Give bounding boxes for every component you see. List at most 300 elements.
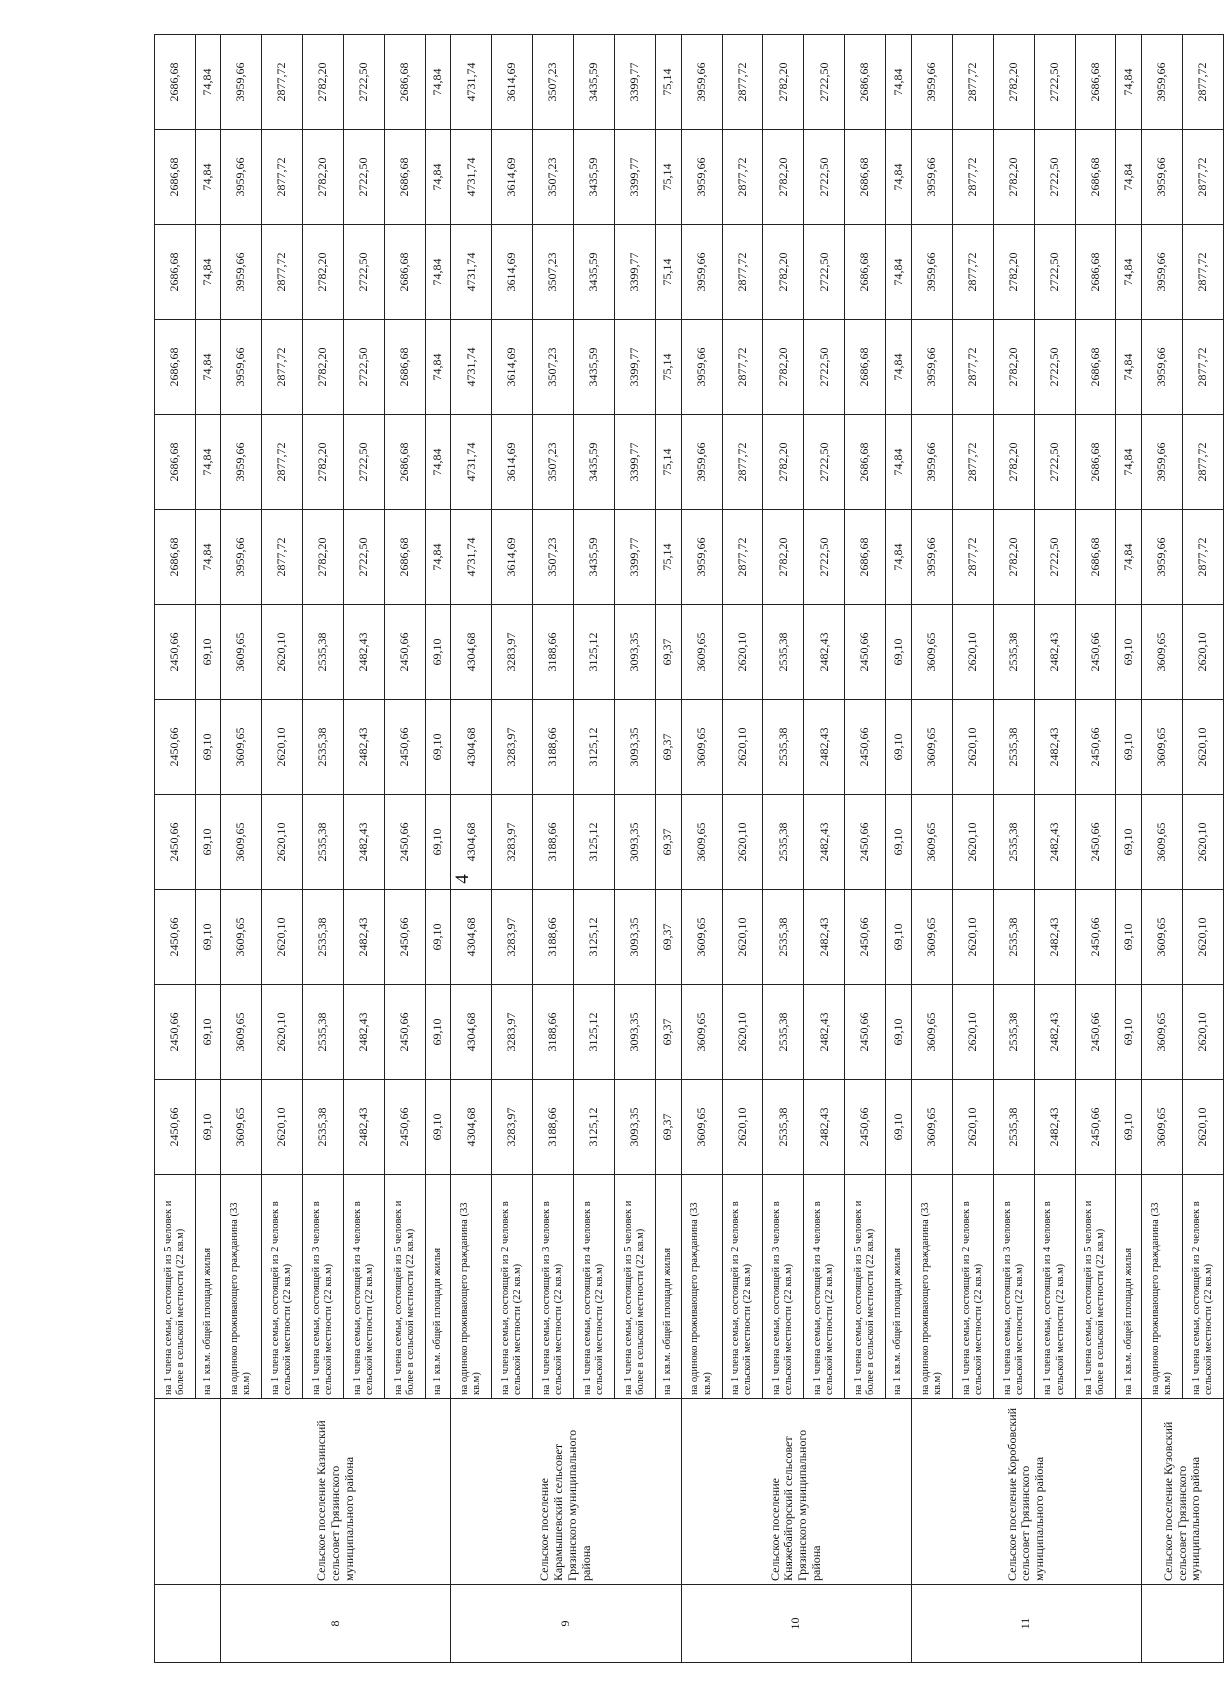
value-cell: 2877,72: [1182, 320, 1223, 415]
value-cell: 2877,72: [952, 415, 993, 510]
table-row: [155, 35, 196, 1663]
value-cell: 3614,69: [492, 35, 533, 130]
value-cell: 2686,68: [845, 35, 886, 130]
category-cell: на 1 члена семьи, состоящей из 3 человек в сельской местности (22 кв.м): [993, 1175, 1034, 1399]
value-cell: 2620,10: [952, 700, 993, 795]
value-cell: 2450,66: [1075, 700, 1116, 795]
category-cell: на 1 члена семьи, состоящей из 4 человек в сельской местности (22 кв.м): [344, 1175, 385, 1399]
value-cell: 74,84: [426, 415, 451, 510]
value-cell: 69,10: [1116, 605, 1141, 700]
value-cell: 2722,50: [804, 225, 845, 320]
value-cell: 2877,72: [722, 35, 763, 130]
value-cell: 69,10: [886, 700, 911, 795]
value-cell: 2620,10: [262, 1080, 303, 1175]
value-cell: 4731,74: [451, 415, 492, 510]
value-cell: 2877,72: [1182, 510, 1223, 605]
table-row: [681, 35, 722, 1663]
value-cell: 2782,20: [993, 320, 1034, 415]
value-cell: 3609,65: [221, 605, 262, 700]
value-cell: 3959,66: [911, 510, 952, 605]
value-cell: 69,10: [1116, 1080, 1141, 1175]
value-cell: 2782,20: [763, 320, 804, 415]
value-cell: 2877,72: [262, 510, 303, 605]
value-cell: 2877,72: [952, 35, 993, 130]
category-cell: на 1 члена семьи, состоящей из 2 человек в сельской местности (22 кв.м): [952, 1175, 993, 1399]
value-cell: 2686,68: [845, 320, 886, 415]
value-cell: 3093,35: [615, 1080, 656, 1175]
value-cell: 2482,43: [804, 1080, 845, 1175]
value-cell: 3283,97: [492, 985, 533, 1080]
value-cell: 2535,38: [303, 890, 344, 985]
value-cell: 3959,66: [681, 320, 722, 415]
value-cell: 2877,72: [722, 130, 763, 225]
value-cell: 3959,66: [221, 130, 262, 225]
value-cell: 2782,20: [303, 225, 344, 320]
value-cell: 69,10: [886, 890, 911, 985]
value-cell: 2877,72: [262, 35, 303, 130]
value-cell: 3507,23: [533, 35, 574, 130]
value-cell: 2535,38: [763, 795, 804, 890]
value-cell: 2450,66: [385, 605, 426, 700]
value-cell: 2722,50: [1034, 225, 1075, 320]
value-cell: 2482,43: [804, 605, 845, 700]
value-cell: 2722,50: [1034, 35, 1075, 130]
value-cell: 2877,72: [262, 415, 303, 510]
value-cell: 3959,66: [221, 320, 262, 415]
settlement-name: Сельское поселение Княжебайгорский сельсовет Грязинского муниципального района: [681, 1399, 911, 1585]
value-cell: 3959,66: [911, 415, 952, 510]
value-cell: 2482,43: [344, 890, 385, 985]
category-cell: на 1 члена семьи, состоящей из 3 человек в сельской местности (22 кв.м): [533, 1175, 574, 1399]
value-cell: 69,10: [886, 605, 911, 700]
value-cell: 3283,97: [492, 605, 533, 700]
value-cell: 2450,66: [845, 605, 886, 700]
value-cell: 2782,20: [993, 130, 1034, 225]
value-cell: 2450,66: [155, 890, 196, 985]
value-cell: 2620,10: [1182, 605, 1223, 700]
value-cell: 74,84: [195, 415, 220, 510]
value-cell: 3614,69: [492, 415, 533, 510]
value-cell: 3959,66: [681, 415, 722, 510]
value-cell: 2450,66: [385, 985, 426, 1080]
category-cell: на 1 кв.м. общей площади жилья: [886, 1175, 911, 1399]
value-cell: 2686,68: [845, 130, 886, 225]
value-cell: 2620,10: [262, 985, 303, 1080]
value-cell: 2620,10: [1182, 890, 1223, 985]
category-cell: на одиноко проживающего гражданина (33 кв.м): [221, 1175, 262, 1399]
value-cell: 69,10: [886, 1080, 911, 1175]
value-cell: 2877,72: [262, 130, 303, 225]
value-cell: 69,10: [426, 1080, 451, 1175]
value-cell: 3609,65: [1141, 1080, 1182, 1175]
value-cell: 3959,66: [911, 320, 952, 415]
value-cell: 3125,12: [574, 795, 615, 890]
value-cell: 3435,59: [574, 415, 615, 510]
value-cell: 2722,50: [804, 415, 845, 510]
value-cell: 2620,10: [952, 795, 993, 890]
value-cell: 2686,68: [155, 130, 196, 225]
value-cell: 69,37: [656, 795, 681, 890]
value-cell: 3609,65: [1141, 700, 1182, 795]
value-cell: 2620,10: [722, 890, 763, 985]
value-cell: 2450,66: [1075, 795, 1116, 890]
value-cell: 3959,66: [911, 35, 952, 130]
page-number: 4: [451, 874, 473, 884]
value-cell: 3435,59: [574, 35, 615, 130]
value-cell: 4304,68: [451, 1080, 492, 1175]
value-cell: 2450,66: [845, 795, 886, 890]
value-cell: 3609,65: [1141, 890, 1182, 985]
value-cell: 4731,74: [451, 510, 492, 605]
value-cell: 74,84: [886, 320, 911, 415]
value-cell: 3507,23: [533, 130, 574, 225]
category-cell: на 1 члена семьи, состоящей из 3 человек в сельской местности (22 кв.м): [303, 1175, 344, 1399]
value-cell: 2782,20: [303, 415, 344, 510]
value-cell: 2782,20: [763, 225, 804, 320]
category-cell: на 1 члена семьи, состоящей из 5 человек и более в сельской местности (22 кв.м): [845, 1175, 886, 1399]
value-cell: 2686,68: [845, 510, 886, 605]
value-cell: 2722,50: [344, 130, 385, 225]
category-cell: на 1 кв.м. общей площади жилья: [195, 1175, 220, 1399]
value-cell: 2450,66: [1075, 605, 1116, 700]
value-cell: 2877,72: [1182, 35, 1223, 130]
value-cell: 2722,50: [344, 35, 385, 130]
value-cell: 2686,68: [1075, 35, 1116, 130]
value-cell: 2782,20: [993, 510, 1034, 605]
value-cell: 3959,66: [681, 35, 722, 130]
value-cell: 2722,50: [804, 130, 845, 225]
value-cell: 3614,69: [492, 130, 533, 225]
value-cell: 2877,72: [1182, 415, 1223, 510]
row-number: [155, 1585, 221, 1663]
value-cell: 3959,66: [1141, 130, 1182, 225]
value-cell: 2535,38: [303, 985, 344, 1080]
value-cell: 69,10: [886, 795, 911, 890]
value-cell: 2620,10: [722, 985, 763, 1080]
value-cell: 69,10: [426, 985, 451, 1080]
value-cell: 4731,74: [451, 35, 492, 130]
value-cell: 3609,65: [681, 795, 722, 890]
category-cell: на 1 члена семьи, состоящей из 3 человек в сельской местности (22 кв.м): [763, 1175, 804, 1399]
table-row: [1141, 35, 1182, 1663]
value-cell: 3399,77: [615, 510, 656, 605]
value-cell: 69,10: [195, 795, 220, 890]
value-cell: 69,37: [656, 605, 681, 700]
table-row: [911, 35, 952, 1663]
value-cell: 2482,43: [804, 700, 845, 795]
value-cell: 2782,20: [993, 415, 1034, 510]
value-cell: 3125,12: [574, 890, 615, 985]
value-cell: 74,84: [426, 510, 451, 605]
value-cell: 2450,66: [385, 795, 426, 890]
value-cell: 3093,35: [615, 605, 656, 700]
category-cell: на 1 члена семьи, состоящей из 4 человек в сельской местности (22 кв.м): [804, 1175, 845, 1399]
table-body: [155, 35, 1224, 1663]
value-cell: 3399,77: [615, 130, 656, 225]
category-cell: на 1 члена семьи, состоящей из 2 человек в сельской местности (22 кв.м): [1182, 1175, 1223, 1399]
value-cell: 2535,38: [763, 985, 804, 1080]
category-cell: на одиноко проживающего гражданина (33 кв.м): [451, 1175, 492, 1399]
value-cell: 2877,72: [722, 320, 763, 415]
value-cell: 2482,43: [344, 1080, 385, 1175]
category-cell: на 1 кв.м. общей площади жилья: [656, 1175, 681, 1399]
value-cell: 2686,68: [385, 35, 426, 130]
value-cell: 2722,50: [804, 510, 845, 605]
value-cell: 2782,20: [763, 415, 804, 510]
settlement-name: Сельское поселение Карамышевский сельсовет Грязинского муниципального района: [451, 1399, 681, 1585]
value-cell: 2782,20: [303, 510, 344, 605]
value-cell: 3125,12: [574, 605, 615, 700]
category-cell: на 1 кв.м. общей площади жилья: [426, 1175, 451, 1399]
value-cell: 2620,10: [952, 1080, 993, 1175]
value-cell: 2450,66: [385, 890, 426, 985]
value-cell: 2482,43: [1034, 890, 1075, 985]
value-cell: 2877,72: [952, 130, 993, 225]
subsistence-cost-table: [154, 34, 1224, 1663]
value-cell: 2482,43: [344, 795, 385, 890]
value-cell: 2686,68: [1075, 415, 1116, 510]
value-cell: 2620,10: [1182, 700, 1223, 795]
value-cell: 3188,66: [533, 605, 574, 700]
settlement-name: Сельское поселение Казинский сельсовет Грязинского муниципального района: [221, 1399, 451, 1585]
value-cell: 2620,10: [262, 890, 303, 985]
value-cell: 2620,10: [722, 700, 763, 795]
value-cell: 2450,66: [155, 1080, 196, 1175]
value-cell: 2686,68: [1075, 225, 1116, 320]
value-cell: 3188,66: [533, 985, 574, 1080]
value-cell: 2686,68: [385, 510, 426, 605]
value-cell: 3283,97: [492, 890, 533, 985]
value-cell: 2450,66: [155, 795, 196, 890]
value-cell: 2782,20: [303, 130, 344, 225]
value-cell: 3435,59: [574, 510, 615, 605]
value-cell: 2535,38: [303, 795, 344, 890]
value-cell: 74,84: [1116, 415, 1141, 510]
value-cell: 3609,65: [681, 605, 722, 700]
row-number: 8: [221, 1585, 451, 1663]
value-cell: 74,84: [1116, 225, 1141, 320]
settlement-name: Сельское поселение Кузовский сельсовет Грязинского муниципального района: [1141, 1399, 1223, 1585]
value-cell: 2877,72: [262, 225, 303, 320]
category-cell: на 1 члена семьи, состоящей из 4 человек в сельской местности (22 кв.м): [1034, 1175, 1075, 1399]
category-cell: на 1 члена семьи, состоящей из 4 человек в сельской местности (22 кв.м): [574, 1175, 615, 1399]
category-cell: на одиноко проживающего гражданина (33 кв.м): [911, 1175, 952, 1399]
value-cell: 4304,68: [451, 700, 492, 795]
category-cell: на 1 члена семьи, состоящей из 2 человек в сельской местности (22 кв.м): [492, 1175, 533, 1399]
category-cell: на 1 члена семьи, состоящей из 5 человек и более в сельской местности (22 кв.м): [385, 1175, 426, 1399]
value-cell: 2620,10: [722, 605, 763, 700]
value-cell: 4731,74: [451, 320, 492, 415]
value-cell: 3125,12: [574, 1080, 615, 1175]
row-number: 10: [681, 1585, 911, 1663]
value-cell: 2482,43: [804, 890, 845, 985]
value-cell: 69,10: [426, 605, 451, 700]
value-cell: 69,37: [656, 890, 681, 985]
value-cell: 4731,74: [451, 130, 492, 225]
value-cell: 2877,72: [722, 225, 763, 320]
settlement-name: Сельское поселение Коробовский сельсовет Грязинского муниципального района: [911, 1399, 1141, 1585]
value-cell: 2722,50: [804, 35, 845, 130]
value-cell: 3435,59: [574, 130, 615, 225]
value-cell: 3609,65: [681, 1080, 722, 1175]
value-cell: 3959,66: [681, 225, 722, 320]
value-cell: 2877,72: [952, 225, 993, 320]
value-cell: 2450,66: [845, 890, 886, 985]
value-cell: 3609,65: [681, 985, 722, 1080]
value-cell: 2535,38: [303, 700, 344, 795]
value-cell: 3959,66: [221, 415, 262, 510]
value-cell: 3609,65: [221, 1080, 262, 1175]
value-cell: 3609,65: [221, 985, 262, 1080]
value-cell: 74,84: [195, 510, 220, 605]
value-cell: 3609,65: [911, 890, 952, 985]
value-cell: 74,84: [426, 35, 451, 130]
value-cell: 2686,68: [1075, 510, 1116, 605]
value-cell: 2877,72: [262, 320, 303, 415]
value-cell: 69,10: [886, 985, 911, 1080]
value-cell: 2450,66: [385, 1080, 426, 1175]
value-cell: 2782,20: [763, 35, 804, 130]
value-cell: 2482,43: [1034, 985, 1075, 1080]
value-cell: 3959,66: [1141, 415, 1182, 510]
value-cell: 69,10: [195, 890, 220, 985]
value-cell: 3959,66: [911, 130, 952, 225]
value-cell: 3188,66: [533, 700, 574, 795]
value-cell: 2482,43: [1034, 700, 1075, 795]
value-cell: 3093,35: [615, 985, 656, 1080]
value-cell: 3614,69: [492, 320, 533, 415]
settlement-name: [155, 1399, 221, 1585]
value-cell: 2782,20: [303, 35, 344, 130]
value-cell: 75,14: [656, 225, 681, 320]
value-cell: 2482,43: [1034, 795, 1075, 890]
value-cell: 2620,10: [1182, 985, 1223, 1080]
value-cell: 3959,66: [221, 510, 262, 605]
value-cell: 2535,38: [763, 605, 804, 700]
category-cell: на 1 члена семьи, состоящей из 5 человек и более в сельской местности (22 кв.м): [1075, 1175, 1116, 1399]
value-cell: 74,84: [195, 225, 220, 320]
value-cell: 74,84: [426, 130, 451, 225]
value-cell: 3609,65: [911, 700, 952, 795]
value-cell: 74,84: [886, 130, 911, 225]
value-cell: 3435,59: [574, 320, 615, 415]
value-cell: 74,84: [1116, 130, 1141, 225]
value-cell: 2722,50: [344, 320, 385, 415]
value-cell: 2450,66: [385, 700, 426, 795]
value-cell: 3609,65: [911, 605, 952, 700]
value-cell: 74,84: [886, 225, 911, 320]
value-cell: 3093,35: [615, 890, 656, 985]
value-cell: 69,10: [1116, 890, 1141, 985]
value-cell: 2877,72: [952, 320, 993, 415]
value-cell: 2877,72: [1182, 225, 1223, 320]
value-cell: 2686,68: [155, 510, 196, 605]
value-cell: 3609,65: [221, 700, 262, 795]
value-cell: 2620,10: [262, 605, 303, 700]
value-cell: 2686,68: [385, 320, 426, 415]
value-cell: 2620,10: [1182, 795, 1223, 890]
value-cell: 74,84: [886, 415, 911, 510]
value-cell: 2535,38: [763, 890, 804, 985]
value-cell: 74,84: [1116, 510, 1141, 605]
value-cell: 3188,66: [533, 1080, 574, 1175]
category-cell: на одиноко проживающего гражданина (33 кв.м): [1141, 1175, 1182, 1399]
value-cell: 75,14: [656, 35, 681, 130]
value-cell: 3609,65: [1141, 605, 1182, 700]
value-cell: 3399,77: [615, 35, 656, 130]
value-cell: 69,10: [426, 890, 451, 985]
category-cell: на 1 члена семьи, состоящей из 5 человек и более в сельской местности (22 кв.м): [615, 1175, 656, 1399]
value-cell: 2450,66: [845, 985, 886, 1080]
value-cell: 2620,10: [952, 890, 993, 985]
value-cell: 2482,43: [1034, 1080, 1075, 1175]
value-cell: 69,37: [656, 700, 681, 795]
value-cell: 3283,97: [492, 700, 533, 795]
value-cell: 3507,23: [533, 320, 574, 415]
value-cell: 2482,43: [344, 985, 385, 1080]
value-cell: 3609,65: [221, 795, 262, 890]
value-cell: 2535,38: [993, 1080, 1034, 1175]
category-cell: на 1 члена семьи, состоящей из 2 человек в сельской местности (22 кв.м): [722, 1175, 763, 1399]
value-cell: 2877,72: [952, 510, 993, 605]
value-cell: 4304,68: [451, 795, 492, 890]
value-cell: 2450,66: [1075, 985, 1116, 1080]
value-cell: 2482,43: [344, 605, 385, 700]
value-cell: 4304,68: [451, 985, 492, 1080]
category-cell: на 1 члена семьи, состоящей из 5 человек и более в сельской местности (22 кв.м): [155, 1175, 196, 1399]
value-cell: 2620,10: [952, 985, 993, 1080]
value-cell: 3614,69: [492, 225, 533, 320]
value-cell: 2877,72: [1182, 130, 1223, 225]
value-cell: 3507,23: [533, 510, 574, 605]
value-cell: 3609,65: [221, 890, 262, 985]
value-cell: 69,10: [426, 700, 451, 795]
value-cell: 2450,66: [1075, 890, 1116, 985]
value-cell: 3283,97: [492, 1080, 533, 1175]
value-cell: 69,10: [1116, 700, 1141, 795]
value-cell: 2450,66: [845, 1080, 886, 1175]
value-cell: 3283,97: [492, 795, 533, 890]
row-number: 11: [911, 1585, 1141, 1663]
value-cell: 69,10: [195, 1080, 220, 1175]
value-cell: 3093,35: [615, 700, 656, 795]
value-cell: 3507,23: [533, 415, 574, 510]
value-cell: 3959,66: [1141, 510, 1182, 605]
value-cell: 3399,77: [615, 415, 656, 510]
value-cell: 2782,20: [763, 510, 804, 605]
value-cell: 2450,66: [155, 605, 196, 700]
value-cell: 3435,59: [574, 225, 615, 320]
value-cell: 2620,10: [952, 605, 993, 700]
value-cell: 2620,10: [722, 795, 763, 890]
row-number: 9: [451, 1585, 681, 1663]
value-cell: 2722,50: [344, 415, 385, 510]
value-cell: 69,10: [426, 795, 451, 890]
value-cell: 3399,77: [615, 320, 656, 415]
value-cell: 74,84: [195, 320, 220, 415]
value-cell: 3959,66: [681, 130, 722, 225]
category-cell: на 1 члена семьи, состоящей из 2 человек в сельской местности (22 кв.м): [262, 1175, 303, 1399]
value-cell: 3959,66: [1141, 225, 1182, 320]
value-cell: 4731,74: [451, 225, 492, 320]
value-cell: 2535,38: [763, 700, 804, 795]
value-cell: 69,10: [1116, 985, 1141, 1080]
value-cell: 2686,68: [845, 415, 886, 510]
value-cell: 2782,20: [303, 320, 344, 415]
value-cell: 69,10: [1116, 795, 1141, 890]
value-cell: 74,84: [886, 510, 911, 605]
table-row: [451, 35, 492, 1663]
